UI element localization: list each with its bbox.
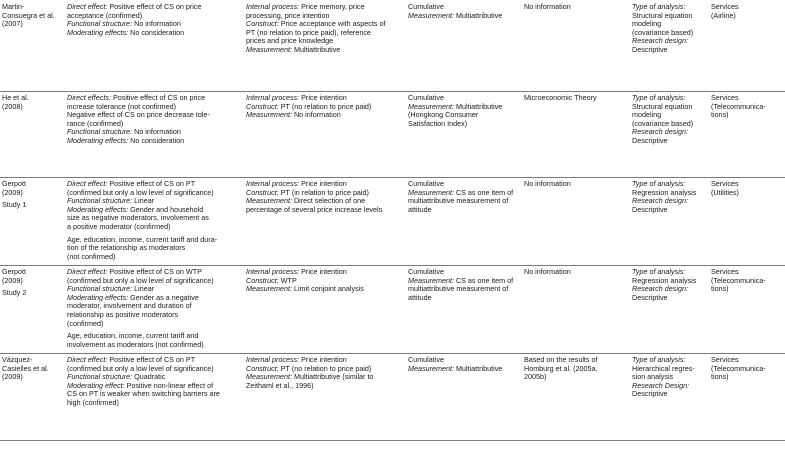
cell-text: Positive effect of CS on price: [112, 93, 206, 102]
author-line: He et al.: [2, 93, 29, 102]
cell-text: Descriptive: [632, 389, 668, 399]
cell-label: Direct effect:: [67, 179, 108, 188]
author-line: Study 1: [2, 200, 27, 210]
cell-text: PT (no relation to price paid), reference: [246, 27, 371, 37]
cell-label: Measurement:: [246, 372, 292, 382]
cell-text: increase tolerance (not confirmed): [67, 101, 177, 111]
author-cell: [2, 180, 62, 210]
cell-text: Price acceptance with aspects of: [280, 19, 386, 29]
cell-label: Measurement:: [408, 10, 454, 20]
cell-text: Gender as a negative: [130, 292, 199, 302]
table-row: [0, 353, 785, 441]
cell-label: Construct:: [246, 275, 279, 285]
author-line: Gerpott: [2, 267, 26, 276]
cell-line: [67, 341, 240, 350]
cell-text: multiattributive measurement of: [408, 284, 509, 294]
cell-label: Measurement:: [408, 363, 454, 373]
cell-label: Measurement:: [408, 101, 454, 111]
author-line: (2009): [2, 372, 23, 382]
cell-text: size as negative moderators, involvement as: [67, 213, 209, 223]
cell-label: Internal process:: [246, 2, 300, 11]
cell-line: [408, 12, 520, 21]
table-row: [0, 177, 785, 266]
effects-cell: [67, 268, 240, 349]
theory-cell: [524, 268, 628, 277]
cell-text: Price memory, price: [301, 2, 365, 11]
industry-cell: [711, 356, 783, 382]
cell-line: [524, 373, 628, 382]
cell-text: Positive effect of CS on PT: [109, 355, 196, 364]
cell-text: Direct selection of one: [293, 196, 366, 206]
cell-text: Age, education, income, current tariff and: [67, 331, 199, 341]
cell-line: [67, 399, 240, 408]
cell-line: [524, 3, 628, 12]
cell-text: No information: [524, 179, 571, 188]
cell-text: processing, price intention: [246, 10, 330, 20]
cell-text: Cumulative: [408, 355, 444, 364]
analysis-cell: [632, 94, 706, 146]
cell-text: Positive non-linear effect of: [126, 380, 214, 390]
cell-label: Type of analysis:: [632, 2, 686, 11]
cell-label: Internal process:: [246, 93, 300, 102]
table-row: [0, 91, 785, 178]
cell-label: Moderating effects:: [67, 27, 129, 37]
industry-line: Services: [711, 267, 739, 276]
cell-label: Internal process:: [246, 267, 300, 276]
cell-text: Multiattributive: [455, 363, 503, 373]
cell-text: tion of the relationship as moderators: [67, 243, 186, 253]
cell-text: Positive effect of CS on PT: [109, 179, 196, 188]
cell-label: Measurement:: [408, 187, 454, 197]
industry-cell: [711, 180, 783, 197]
industry-line: Services: [711, 2, 739, 11]
cell-label: Construct:: [246, 187, 279, 197]
cell-label: Functional structure:: [67, 196, 133, 206]
theory-cell: [524, 3, 628, 12]
theory-cell: [524, 356, 628, 382]
cell-line: [246, 46, 410, 55]
cell-line: [67, 320, 240, 329]
cell-text: CS as one item of: [455, 187, 514, 197]
cell-label: Functional structure:: [67, 284, 133, 294]
cell-text: Linear: [134, 196, 155, 206]
industry-line: Services: [711, 179, 739, 188]
cell-line: [67, 137, 240, 146]
author-line: Study 2: [2, 288, 27, 298]
effects-cell: [67, 94, 240, 146]
analysis-cell: [632, 268, 706, 302]
cell-text: (not confirmed): [67, 251, 116, 261]
cell-text: modeling: [632, 110, 662, 120]
cell-label: Direct effects:: [67, 93, 111, 102]
cell-text: Price intention: [301, 355, 347, 364]
cell-text: (covariance based): [632, 27, 694, 37]
cell-text: percentage of several price increase levels: [246, 204, 383, 214]
industry-line: (Telecommunica- tions): [711, 363, 766, 382]
author-line: Casielles et al.: [2, 363, 49, 373]
cell-line: [524, 94, 628, 103]
cell-line: [632, 390, 706, 399]
author-line: Consuegra et al.: [2, 10, 55, 20]
industry-line: (Telecommunica- tions): [711, 101, 766, 120]
theory-cell: [524, 94, 628, 103]
satisfaction-cell: [408, 268, 520, 302]
effects-cell: [67, 3, 240, 37]
cell-text: high (confirmed): [67, 397, 119, 407]
cell-line: [524, 180, 628, 189]
cell-label: Research design:: [632, 284, 688, 294]
cell-label: Measurement:: [246, 44, 292, 54]
cell-text: (covariance based): [632, 118, 694, 128]
cell-line: [632, 137, 706, 146]
cell-text: attitude: [408, 292, 432, 302]
cell-text: a positive moderator (confirmed): [67, 221, 171, 231]
author-line: (2007): [2, 19, 23, 29]
cell-label: Direct effect:: [67, 267, 108, 276]
cell-label: Functional structure:: [67, 19, 133, 29]
cell-label: Direct effect:: [67, 355, 108, 364]
author-line: Gerpott: [2, 179, 26, 188]
cell-text: Cumulative: [408, 179, 444, 188]
internal-process-cell: [246, 180, 410, 214]
cell-line: [408, 206, 520, 215]
cell-text: Multiattributive: [455, 10, 503, 20]
cell-text: Price intention: [301, 93, 347, 102]
cell-text: Descriptive: [632, 135, 668, 145]
cell-text: No information: [524, 2, 571, 11]
analysis-cell: [632, 3, 706, 55]
cell-text: PT (in relation to price paid): [280, 187, 369, 197]
cell-label: Internal process:: [246, 179, 300, 188]
cell-text: involvement as moderators (not confirmed): [67, 339, 204, 349]
internal-process-cell: [246, 94, 410, 120]
cell-line: [408, 294, 520, 303]
cell-text: (confirmed): [67, 318, 104, 328]
cell-label: Measurement:: [246, 196, 292, 206]
industry-cell: [711, 94, 783, 120]
cell-label: Functional structure:: [67, 372, 133, 382]
industry-line: (Utilities): [711, 187, 739, 197]
cell-text: Age, education, income, current tariff and dura-: [67, 234, 218, 244]
cell-text: Cumulative: [408, 267, 444, 276]
cell-text: Quadratic: [134, 372, 166, 382]
author-line: Martin-: [2, 2, 25, 11]
cell-text: attitude: [408, 204, 432, 214]
cell-text: Positive effect of CS on price: [109, 2, 202, 11]
cell-label: Construct:: [246, 363, 279, 373]
cell-text: Descriptive: [632, 292, 668, 302]
cell-label: Construct:: [246, 101, 279, 111]
cell-text: No consideration: [130, 27, 185, 37]
cell-text: Hierarchical regres-: [632, 363, 695, 373]
industry-line: Services: [711, 355, 739, 364]
cell-text: Linear: [134, 284, 155, 294]
author-line: (2008): [2, 101, 23, 111]
cell-text: No information: [293, 110, 341, 120]
author-cell: [2, 356, 62, 382]
cell-label: Measurement:: [246, 284, 292, 294]
cell-label: Internal process:: [246, 355, 300, 364]
cell-label: Research design:: [632, 36, 688, 46]
cell-line: [408, 365, 520, 374]
cell-line: [246, 285, 410, 294]
cell-line: [67, 223, 240, 232]
cell-label: Moderating effects:: [67, 135, 129, 145]
cell-line: [632, 294, 706, 303]
cell-text: Microeconomic Theory: [524, 93, 597, 102]
table-row: [0, 0, 785, 92]
cell-text: 2005b): [524, 372, 547, 382]
cell-line: [246, 382, 410, 391]
cell-text: No information: [134, 19, 181, 29]
cell-text: Zeithaml et al., 1996): [246, 380, 314, 390]
cell-line: [524, 268, 628, 277]
cell-text: Negative effect of CS on price decrease tole-: [67, 110, 210, 120]
industry-line: (Airline): [711, 10, 736, 20]
cell-line: [67, 253, 240, 262]
cell-text: acceptance (confirmed): [67, 10, 143, 20]
cell-text: Structural equation: [632, 10, 693, 20]
cell-line: [246, 111, 410, 120]
internal-process-cell: [246, 356, 410, 390]
satisfaction-cell: [408, 180, 520, 214]
cell-text: Multiattributive (similar to: [293, 372, 374, 382]
analysis-cell: [632, 356, 706, 399]
effects-cell: [67, 180, 240, 261]
internal-process-cell: [246, 268, 410, 294]
author-line: Vázquez-: [2, 355, 33, 364]
cell-text: CS on PT is weaker when switching barriers are: [67, 389, 220, 399]
cell-text: Regression analysis: [632, 187, 697, 197]
industry-line: Services: [711, 93, 739, 102]
cell-label: Type of analysis:: [632, 355, 686, 364]
industry-cell: [711, 3, 783, 20]
cell-text: PT (no relation to price paid): [280, 101, 372, 111]
cell-text: Cumulative: [408, 2, 444, 11]
cell-line: [246, 206, 410, 215]
author-line: (2009): [2, 187, 23, 197]
cell-label: Type of analysis:: [632, 179, 686, 188]
cell-text: (Hongkong Consumer: [408, 110, 479, 120]
cell-text: No information: [134, 127, 181, 137]
satisfaction-cell: [408, 356, 520, 373]
cell-text: Gender and household: [130, 204, 204, 214]
cell-line: [408, 120, 520, 129]
cell-label: Measurement:: [246, 110, 292, 120]
cell-text: Satisfaction Index): [408, 118, 468, 128]
cell-text: Structural equation: [632, 101, 693, 111]
effects-cell: [67, 356, 240, 408]
cell-text: moderator, involvement and duration of: [67, 301, 192, 311]
cell-text: (confirmed but only a low level of significance): [67, 187, 214, 197]
cell-text: Based on the results of: [524, 355, 598, 364]
cell-label: Research design:: [632, 127, 688, 137]
cell-text: PT (no relation to price paid): [280, 363, 372, 373]
theory-cell: [524, 180, 628, 189]
author-line: (2009): [2, 275, 23, 285]
cell-text: Multiattributive: [455, 101, 503, 111]
cell-text: sion analysis: [632, 372, 674, 382]
cell-label: Research design:: [632, 196, 688, 206]
industry-line: (Telecommunica- tions): [711, 275, 766, 294]
cell-label: Moderating effects:: [67, 204, 129, 214]
cell-text: Cumulative: [408, 93, 444, 102]
cell-text: Positive effect of CS on WTP: [109, 267, 202, 276]
cell-label: Type of analysis:: [632, 93, 686, 102]
author-cell: [2, 268, 62, 298]
cell-text: WTP: [280, 275, 297, 285]
cell-label: Moderating effects:: [67, 292, 129, 302]
cell-text: Limit conjoint analysis: [293, 284, 364, 294]
cell-text: rance (confirmed): [67, 118, 124, 128]
internal-process-cell: [246, 3, 410, 55]
cell-label: Direct effect:: [67, 2, 108, 11]
cell-text: No consideration: [130, 135, 185, 145]
cell-label: Construct:: [246, 19, 279, 29]
cell-text: Price intention: [301, 179, 347, 188]
cell-text: Descriptive: [632, 204, 668, 214]
cell-line: [632, 206, 706, 215]
cell-text: Regression analysis: [632, 275, 697, 285]
table-row: [0, 265, 785, 354]
author-cell: [2, 94, 62, 111]
cell-text: (confirmed but only a low level of significance): [67, 275, 214, 285]
cell-text: multiattributive measurement of: [408, 196, 509, 206]
cell-line: [67, 29, 240, 38]
cell-text: modeling: [632, 19, 662, 29]
cell-text: Descriptive: [632, 44, 668, 54]
cell-text: Multiattributive: [293, 44, 341, 54]
cell-label: Measurement:: [408, 275, 454, 285]
cell-text: No information: [524, 267, 571, 276]
author-cell: [2, 3, 62, 29]
satisfaction-cell: [408, 3, 520, 20]
cell-label: Functional structure:: [67, 127, 133, 137]
cell-text: prices and price knowledge: [246, 36, 334, 46]
cell-text: Homburg et al. (2005a,: [524, 363, 598, 373]
cell-text: relationship as positive moderators: [67, 309, 179, 319]
cell-text: CS as one item of: [455, 275, 514, 285]
cell-text: Price intention: [301, 267, 347, 276]
industry-cell: [711, 268, 783, 294]
cell-line: [632, 46, 706, 55]
cell-text: (confirmed but only a low level of significance): [67, 363, 214, 373]
cell-label: Research Design:: [632, 380, 690, 390]
cell-label: Type of analysis:: [632, 267, 686, 276]
cell-label: Moderating effect:: [67, 380, 125, 390]
analysis-cell: [632, 180, 706, 214]
satisfaction-cell: [408, 94, 520, 128]
